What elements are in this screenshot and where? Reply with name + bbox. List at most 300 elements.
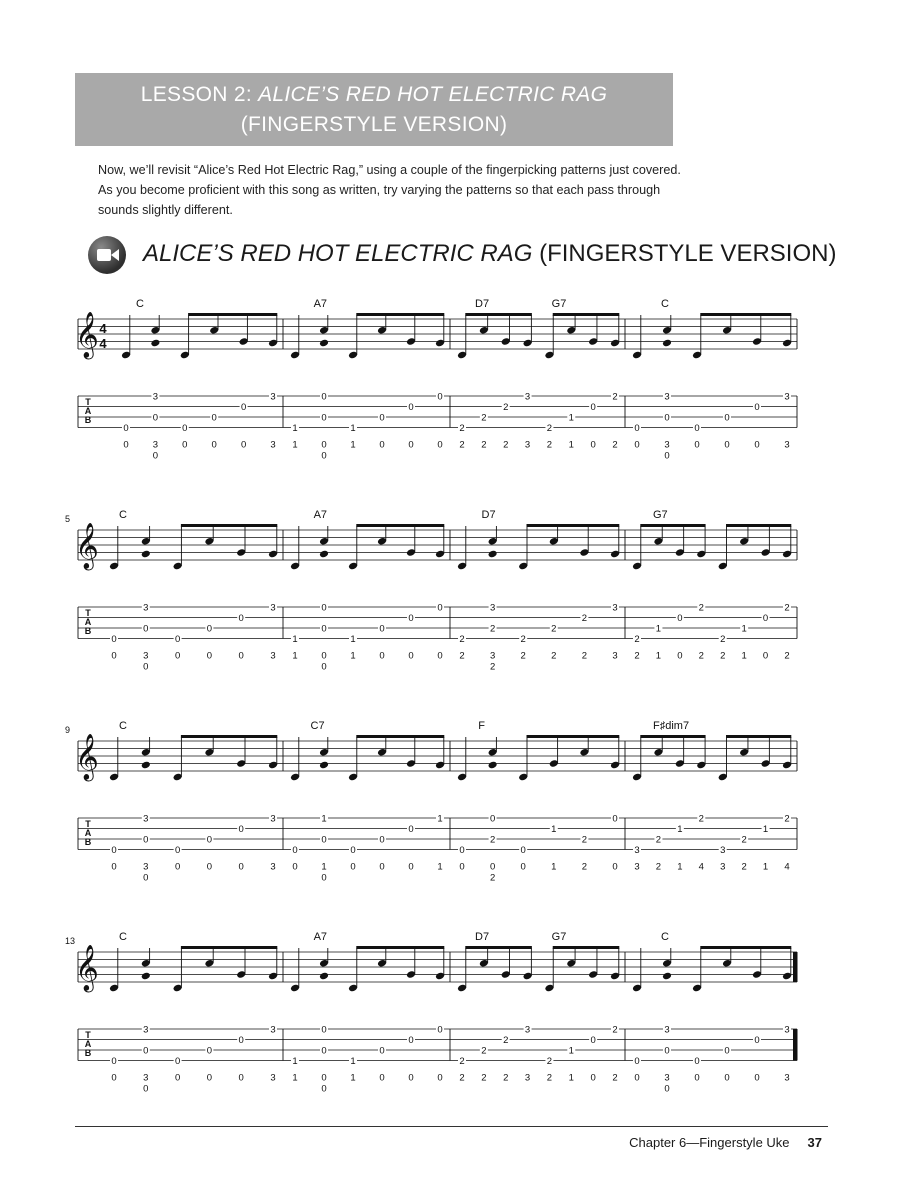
finger-number: 0 bbox=[206, 1072, 213, 1084]
finger-number: 0 bbox=[437, 1072, 443, 1084]
tab-clef-letter: T bbox=[85, 1030, 91, 1040]
tab-fret-number: 0 bbox=[437, 391, 443, 403]
beam bbox=[181, 524, 277, 527]
chord-symbol: C7 bbox=[310, 720, 325, 732]
tab-fret-number: 0 bbox=[437, 602, 443, 614]
tab-fret-number: 0 bbox=[143, 623, 149, 635]
chord-symbol: F♯dim7 bbox=[653, 720, 690, 732]
beam bbox=[181, 735, 277, 738]
tab-fret-number: 0 bbox=[612, 813, 618, 825]
tab-clef-letter: A bbox=[84, 617, 92, 627]
finger-number: 1 bbox=[677, 861, 683, 873]
notehead bbox=[141, 972, 151, 981]
tab-fret-number: 0 bbox=[694, 1056, 700, 1067]
tab-fret-number: 3 bbox=[664, 1024, 670, 1036]
finger-number: 2 bbox=[520, 650, 526, 662]
tab-fret-number: 0 bbox=[664, 412, 670, 424]
tab-fret-number: 2 bbox=[489, 834, 496, 846]
tab-fret-number: 1 bbox=[677, 824, 683, 835]
tab-clef-letter: B bbox=[84, 415, 92, 425]
tab-fret-number: 2 bbox=[520, 634, 526, 645]
tab-clef-letter: A bbox=[84, 1039, 92, 1049]
beam bbox=[527, 735, 620, 738]
finger-number: 2 bbox=[581, 861, 588, 873]
finger-number: 2 bbox=[459, 439, 465, 451]
finger-number: 0 bbox=[379, 650, 385, 662]
finger-number: 0 bbox=[724, 439, 730, 451]
beam bbox=[640, 524, 705, 527]
tab-fret-number: 1 bbox=[321, 813, 327, 825]
finger-number: 1 bbox=[568, 1072, 574, 1084]
finger-number: 2 bbox=[459, 1072, 465, 1084]
tab-fret-number: 0 bbox=[321, 412, 327, 424]
tab-fret-number: 0 bbox=[724, 412, 730, 424]
finger-number: 1 bbox=[350, 1072, 356, 1084]
finger-number: 0 bbox=[174, 650, 181, 662]
finger-number: 0 bbox=[724, 1072, 730, 1084]
tab-fret-number: 2 bbox=[503, 402, 509, 413]
finger-number: 3 bbox=[143, 861, 149, 873]
tab-fret-number: 0 bbox=[152, 412, 159, 424]
finger-number: 0 bbox=[111, 650, 117, 662]
finger-number: 0 bbox=[238, 1072, 244, 1084]
tab-fret-number: 3 bbox=[143, 1024, 149, 1036]
tab-fret-number: 0 bbox=[321, 1045, 327, 1057]
finger-number: 0 bbox=[143, 1083, 149, 1095]
notehead bbox=[662, 972, 672, 981]
finger-number: 3 bbox=[524, 1072, 531, 1084]
beam bbox=[700, 313, 791, 316]
measure-number: 5 bbox=[65, 514, 71, 524]
treble-clef-icon: 𝄞 bbox=[75, 523, 99, 569]
tab-fret-number: 2 bbox=[698, 813, 704, 825]
beam bbox=[726, 524, 791, 527]
tab-fret-number: 1 bbox=[350, 634, 356, 645]
tab-fret-number: 0 bbox=[111, 845, 117, 856]
tab-fret-number: 0 bbox=[590, 1035, 596, 1046]
finger-number: 1 bbox=[292, 650, 298, 662]
beam bbox=[356, 524, 444, 527]
tab-fret-number: 2 bbox=[741, 834, 747, 846]
finger-number: 0 bbox=[321, 1083, 327, 1095]
tab-fret-number: 0 bbox=[321, 602, 327, 614]
notehead bbox=[319, 550, 329, 559]
chord-symbol: C bbox=[118, 931, 127, 943]
finger-number: 1 bbox=[321, 861, 327, 873]
finger-number: 0 bbox=[459, 861, 465, 873]
tab-fret-number: 0 bbox=[238, 613, 244, 624]
tab-fret-number: 0 bbox=[437, 1024, 443, 1036]
measure-number: 9 bbox=[65, 725, 71, 735]
page-footer bbox=[629, 1135, 822, 1150]
notehead bbox=[319, 972, 329, 981]
tab-fret-number: 3 bbox=[270, 1024, 276, 1036]
tab-fret-number: 0 bbox=[206, 1045, 213, 1057]
finger-number: 0 bbox=[182, 439, 188, 451]
notehead bbox=[662, 339, 672, 348]
tab-fret-number: 2 bbox=[612, 391, 618, 403]
beam bbox=[553, 946, 620, 949]
finger-number: 2 bbox=[503, 1072, 509, 1084]
finger-number: 1 bbox=[655, 650, 662, 662]
beam bbox=[465, 946, 532, 949]
chord-symbol: G7 bbox=[653, 509, 668, 521]
finger-number: 2 bbox=[503, 439, 509, 451]
finger-number: 3 bbox=[524, 439, 531, 451]
finger-number: 2 bbox=[741, 861, 747, 873]
tab-fret-number: 2 bbox=[481, 412, 487, 424]
treble-clef-icon: 𝄞 bbox=[75, 312, 99, 358]
tab-fret-number: 3 bbox=[270, 813, 276, 825]
beam bbox=[527, 524, 620, 527]
measure-number: 13 bbox=[65, 936, 76, 946]
finger-number: 2 bbox=[459, 650, 465, 662]
beam bbox=[356, 735, 444, 738]
tab-fret-number: 3 bbox=[524, 391, 531, 403]
tab-fret-number: 3 bbox=[270, 602, 276, 614]
finger-number: 0 bbox=[143, 872, 149, 884]
finger-number: 4 bbox=[698, 861, 704, 873]
chord-symbol: G7 bbox=[551, 931, 567, 943]
chord-symbol: A7 bbox=[313, 931, 328, 943]
finger-number: 0 bbox=[321, 650, 327, 662]
finger-number: 2 bbox=[489, 661, 496, 673]
finger-number: 3 bbox=[152, 439, 159, 451]
notehead bbox=[319, 761, 329, 770]
finger-number: 2 bbox=[784, 650, 790, 662]
finger-number: 0 bbox=[590, 439, 596, 451]
finger-number: 1 bbox=[551, 861, 557, 873]
tab-fret-number: 3 bbox=[152, 391, 159, 403]
finger-number: 0 bbox=[379, 439, 385, 451]
tab-fret-number: 0 bbox=[143, 834, 149, 846]
tab-fret-number: 0 bbox=[408, 1035, 414, 1046]
finger-number: 0 bbox=[206, 650, 213, 662]
finger-number: 0 bbox=[174, 1072, 181, 1084]
tab-fret-number: 2 bbox=[784, 602, 790, 614]
chord-symbol: C bbox=[661, 931, 669, 943]
finger-number: 0 bbox=[350, 861, 356, 873]
finger-number: 3 bbox=[143, 1072, 149, 1084]
tab-fret-number: 0 bbox=[408, 613, 414, 624]
lesson-title-line1: LESSON 2: ALICE’S RED HOT ELECTRIC RAG bbox=[140, 83, 608, 106]
tab-clef-letter: A bbox=[84, 828, 92, 838]
beam bbox=[553, 313, 620, 316]
finger-number: 0 bbox=[677, 650, 683, 662]
finger-number: 3 bbox=[784, 439, 790, 451]
tab-clef-letter: B bbox=[84, 837, 92, 847]
finger-number: 0 bbox=[634, 439, 640, 451]
tab-fret-number: 2 bbox=[481, 1045, 487, 1057]
finger-number: 0 bbox=[111, 861, 117, 873]
chord-symbol: A7 bbox=[313, 298, 328, 310]
notehead bbox=[488, 761, 498, 770]
tab-fret-number: 0 bbox=[634, 423, 640, 434]
tab-fret-number: 0 bbox=[754, 402, 760, 413]
finger-number: 0 bbox=[694, 439, 700, 451]
finger-number: 3 bbox=[489, 650, 496, 662]
tab-fret-number: 2 bbox=[698, 602, 704, 614]
tab-fret-number: 1 bbox=[568, 1045, 574, 1057]
tab-fret-number: 3 bbox=[784, 391, 790, 403]
tab-fret-number: 0 bbox=[408, 824, 414, 835]
finger-number: 1 bbox=[350, 439, 356, 451]
finger-number: 3 bbox=[634, 861, 640, 873]
beam bbox=[181, 946, 277, 949]
notehead bbox=[141, 550, 151, 559]
tab-fret-number: 0 bbox=[123, 423, 129, 434]
tab-fret-number: 0 bbox=[206, 623, 213, 635]
tab-fret-number: 0 bbox=[677, 613, 683, 624]
tab-fret-number: 0 bbox=[143, 1045, 149, 1057]
tab-fret-number: 0 bbox=[211, 412, 217, 424]
finger-number: 2 bbox=[551, 650, 557, 662]
tab-clef-letter: B bbox=[84, 1048, 92, 1058]
finger-number: 3 bbox=[664, 439, 670, 451]
tab-fret-number: 2 bbox=[634, 634, 640, 645]
finger-number: 0 bbox=[664, 1083, 670, 1095]
tab-fret-number: 1 bbox=[655, 623, 662, 635]
finger-number: 0 bbox=[437, 650, 443, 662]
finger-number: 0 bbox=[240, 439, 247, 451]
finger-number: 1 bbox=[292, 1072, 298, 1084]
tab-fret-number: 0 bbox=[634, 1056, 640, 1067]
tab-fret-number: 0 bbox=[694, 423, 700, 434]
tab-fret-number: 2 bbox=[546, 423, 553, 434]
tab-fret-number: 2 bbox=[784, 813, 790, 825]
tab-fret-number: 0 bbox=[350, 845, 356, 856]
finger-number: 2 bbox=[546, 439, 553, 451]
tab-fret-number: 2 bbox=[612, 1024, 618, 1036]
tab-fret-number: 0 bbox=[321, 1024, 327, 1036]
tab-fret-number: 0 bbox=[459, 845, 465, 856]
tab-clef-letter: T bbox=[85, 608, 91, 618]
tab-fret-number: 0 bbox=[206, 834, 213, 846]
tab-fret-number: 2 bbox=[546, 1056, 553, 1067]
tab-fret-number: 1 bbox=[762, 824, 769, 835]
finger-number: 2 bbox=[655, 861, 662, 873]
finger-number: 0 bbox=[174, 861, 181, 873]
tab-fret-number: 0 bbox=[182, 423, 188, 434]
finger-number: 3 bbox=[270, 861, 276, 873]
time-signature-top: 4 bbox=[99, 321, 107, 336]
chord-symbol: A7 bbox=[313, 509, 328, 521]
tab-clef-letter: T bbox=[85, 819, 91, 829]
finger-number: 1 bbox=[568, 439, 574, 451]
tab-fret-number: 0 bbox=[238, 1035, 244, 1046]
tab-fret-number: 2 bbox=[489, 623, 496, 635]
tab-fret-number: 0 bbox=[664, 1045, 670, 1057]
tab-fret-number: 0 bbox=[111, 1056, 117, 1067]
beam bbox=[700, 946, 791, 949]
tab-fret-number: 0 bbox=[379, 623, 385, 635]
tab-fret-number: 1 bbox=[350, 1056, 356, 1067]
finger-number: 3 bbox=[664, 1072, 670, 1084]
tab-fret-number: 1 bbox=[551, 824, 557, 835]
tab-fret-number: 3 bbox=[634, 845, 640, 856]
tab-clef-letter: B bbox=[84, 626, 92, 636]
finger-number: 0 bbox=[123, 439, 129, 451]
finger-number: 0 bbox=[238, 861, 244, 873]
tab-fret-number: 1 bbox=[437, 813, 443, 825]
tab-fret-number: 3 bbox=[664, 391, 670, 403]
tab-fret-number: 3 bbox=[720, 845, 726, 856]
finger-number: 0 bbox=[292, 861, 298, 873]
tab-fret-number: 2 bbox=[459, 634, 465, 645]
song-title: ALICE’S RED HOT ELECTRIC RAG (FINGERSTYLE VERSION) bbox=[143, 240, 837, 267]
tab-fret-number: 2 bbox=[720, 634, 726, 645]
finger-number: 1 bbox=[437, 861, 443, 873]
tab-fret-number: 2 bbox=[459, 423, 465, 434]
tab-clef-letter: A bbox=[84, 406, 92, 416]
tab-fret-number: 0 bbox=[111, 634, 117, 645]
tab-fret-number: 2 bbox=[655, 834, 662, 846]
finger-number: 2 bbox=[698, 650, 704, 662]
finger-number: 0 bbox=[321, 450, 327, 462]
tab-fret-number: 3 bbox=[489, 602, 496, 614]
finger-number: 2 bbox=[612, 1072, 618, 1084]
finger-number: 0 bbox=[437, 439, 443, 451]
finger-number: 3 bbox=[270, 439, 276, 451]
final-tab-barline bbox=[793, 1029, 797, 1061]
finger-number: 2 bbox=[720, 650, 726, 662]
finger-number: 0 bbox=[408, 1072, 414, 1084]
finger-number: 3 bbox=[720, 861, 726, 873]
tab-fret-number: 0 bbox=[174, 634, 181, 645]
finger-number: 2 bbox=[546, 1072, 553, 1084]
tab-fret-number: 1 bbox=[350, 423, 356, 434]
finger-number: 0 bbox=[489, 861, 496, 873]
tab-fret-number: 0 bbox=[762, 613, 769, 624]
treble-clef-icon: 𝄞 bbox=[75, 945, 99, 991]
finger-number: 0 bbox=[379, 1072, 385, 1084]
tab-fret-number: 2 bbox=[503, 1035, 509, 1046]
finger-number: 0 bbox=[612, 861, 618, 873]
finger-number: 2 bbox=[489, 872, 496, 884]
tab-fret-number: 0 bbox=[238, 824, 244, 835]
finger-number: 2 bbox=[581, 650, 588, 662]
finger-number: 0 bbox=[520, 861, 526, 873]
tab-fret-number: 0 bbox=[321, 834, 327, 846]
tab-fret-number: 0 bbox=[292, 845, 298, 856]
finger-number: 1 bbox=[350, 650, 356, 662]
finger-number: 0 bbox=[321, 661, 327, 673]
tab-fret-number: 0 bbox=[321, 623, 327, 635]
tab-fret-number: 0 bbox=[590, 402, 596, 413]
finger-number: 0 bbox=[321, 1072, 327, 1084]
finger-number: 0 bbox=[379, 861, 385, 873]
finger-number: 0 bbox=[762, 650, 769, 662]
chord-symbol: D7 bbox=[481, 509, 496, 521]
notehead bbox=[488, 550, 498, 559]
tab-fret-number: 0 bbox=[379, 834, 385, 846]
tab-fret-number: 1 bbox=[292, 634, 298, 645]
finger-number: 1 bbox=[762, 861, 769, 873]
footer-divider bbox=[75, 1126, 828, 1127]
finger-number: 0 bbox=[206, 861, 213, 873]
beam bbox=[356, 946, 444, 949]
finger-number: 0 bbox=[238, 650, 244, 662]
tab-fret-number: 0 bbox=[240, 402, 247, 413]
finger-number: 0 bbox=[664, 450, 670, 462]
chord-symbol: C bbox=[118, 509, 127, 521]
tab-fret-number: 3 bbox=[612, 602, 618, 614]
finger-number: 3 bbox=[143, 650, 149, 662]
finger-number: 4 bbox=[784, 861, 790, 873]
finger-number: 2 bbox=[634, 650, 640, 662]
beam bbox=[465, 313, 532, 316]
tab-fret-number: 0 bbox=[174, 1056, 181, 1067]
notehead bbox=[141, 761, 151, 770]
notehead bbox=[150, 339, 160, 348]
finger-number: 2 bbox=[481, 439, 487, 451]
finger-number: 0 bbox=[634, 1072, 640, 1084]
finger-number: 0 bbox=[590, 1072, 596, 1084]
page-number: 37 bbox=[807, 1135, 822, 1150]
tab-fret-number: 0 bbox=[408, 402, 414, 413]
tab-fret-number: 3 bbox=[784, 1024, 790, 1036]
finger-number: 0 bbox=[408, 439, 414, 451]
tab-fret-number: 1 bbox=[292, 423, 298, 434]
finger-number: 3 bbox=[612, 650, 618, 662]
tab-fret-number: 2 bbox=[581, 613, 588, 624]
chord-symbol: C bbox=[661, 298, 669, 310]
beam bbox=[356, 313, 444, 316]
chord-symbol: C bbox=[118, 720, 127, 732]
tab-fret-number: 2 bbox=[459, 1056, 465, 1067]
finger-number: 0 bbox=[321, 439, 327, 451]
chord-symbol: G7 bbox=[551, 298, 567, 310]
tab-fret-number: 3 bbox=[143, 602, 149, 614]
beam bbox=[188, 313, 277, 316]
finger-number: 0 bbox=[754, 439, 760, 451]
treble-clef-icon: 𝄞 bbox=[75, 734, 99, 780]
tab-fret-number: 1 bbox=[568, 412, 574, 424]
chord-symbol: D7 bbox=[475, 298, 490, 310]
tab-fret-number: 1 bbox=[292, 1056, 298, 1067]
finger-number: 3 bbox=[270, 1072, 276, 1084]
tab-fret-number: 0 bbox=[379, 412, 385, 424]
tab-fret-number: 0 bbox=[489, 813, 496, 825]
tab-fret-number: 2 bbox=[581, 834, 588, 846]
chord-symbol: D7 bbox=[475, 931, 490, 943]
final-barline bbox=[793, 952, 797, 982]
tab-fret-number: 2 bbox=[551, 623, 557, 635]
notehead bbox=[319, 339, 329, 348]
tab-fret-number: 0 bbox=[379, 1045, 385, 1057]
finger-number: 0 bbox=[408, 650, 414, 662]
tab-clef-letter: T bbox=[85, 397, 91, 407]
intro-paragraph: Now, we’ll revisit “Alice’s Red Hot Electric Rag,” using a couple of the fingerpicking patterns just covered. As you become proficient with this song as written, try varying the patterns so that each pass through sounds slightly different. bbox=[98, 163, 681, 217]
tab-fret-number: 0 bbox=[174, 845, 181, 856]
tab-fret-number: 3 bbox=[270, 391, 276, 403]
finger-number: 2 bbox=[612, 439, 618, 451]
chord-symbol: F bbox=[478, 720, 486, 732]
tab-fret-number: 0 bbox=[520, 845, 526, 856]
finger-number: 0 bbox=[111, 1072, 117, 1084]
beam bbox=[640, 735, 705, 738]
finger-number: 3 bbox=[784, 1072, 790, 1084]
chapter-title: Chapter 6—Fingerstyle Uke bbox=[629, 1135, 790, 1150]
finger-number: 1 bbox=[741, 650, 747, 662]
finger-number: 3 bbox=[270, 650, 276, 662]
chord-symbol: C bbox=[135, 298, 144, 310]
tab-fret-number: 0 bbox=[321, 391, 327, 403]
tab-fret-number: 1 bbox=[741, 623, 747, 635]
tab-fret-number: 0 bbox=[754, 1035, 760, 1046]
finger-number: 0 bbox=[211, 439, 217, 451]
finger-number: 0 bbox=[408, 861, 414, 873]
